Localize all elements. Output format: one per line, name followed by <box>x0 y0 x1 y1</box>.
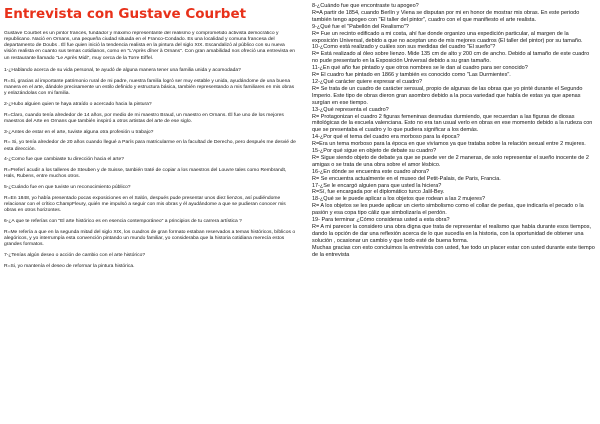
answer-3: R= Si, yo tenía alrededor de 20 años cuando llegué a París para matricularme en la facultad de Derecho, pero después me desvié de esta dirección. <box>4 140 296 152</box>
question-8: 8-¿Cuándo fue que encontraste tu apogeo? <box>312 3 419 9</box>
question-17: 17-¿Se le encargó alguien para que usted la hiciera? <box>312 182 442 189</box>
answer-15: R= Sigue siendo objeto de debate ya que se puede ver de 2 maneras, de solo representar el sueño inocente de 2 amigas o se trata de una obra sobre el amor lésbico. <box>312 154 589 168</box>
question-2: 2-¿Hubo alguien quien te haya atraído o acercado hacia la pintura? <box>4 101 152 107</box>
question-12: 12-¿Qué carácter quiere expresar el cuadro? <box>312 78 423 85</box>
question-18: 18-¿Qué se le puede aplicar a los objetos que rodean a las 2 mujeres? <box>312 196 486 203</box>
answer-1: R=Si, gracias al importante patrimonio rural de mi padre, nuestra familia logró ser muy estable y unida, ayudándome de una buena manera en el arte, dándole precisamente un estilo definido y estructura básica, también representando a mis familiares en mis obras y enlazándolas con mi familia. <box>4 78 295 96</box>
answer-7: R=Si, yo mantenía el deseo de reformar la pintura histórica. <box>4 264 135 270</box>
answer-11: R= El cuadro fue pintado en 1866 y también es conocido como "Las Durmientes". <box>312 72 511 79</box>
answer-14: R=Era un tema morboso para la época en que vivíamos ya que trataba sobre la relación sexual entre 2 mujeres. <box>312 141 586 148</box>
question-15: 15-¿Por qué sigue en objeto de debate su cuadro? <box>312 148 437 155</box>
answer-9: R= Fue un recinto edificado a mi costa, ahí fue donde organizo una expedición particular, al margen de la exposición Universal, debido a que no aceptan uno de mis mejores cuadros (El taller del pintor) por su tamaño. <box>312 30 583 44</box>
answer-16: R= Se encuentra actualmente en el museo del Petit-Palais, de Paris, Francia. <box>312 175 501 182</box>
answer-8: R=A partir de 1854, cuando Berlín y Viena se disputan por mi en honor de mostrar mis obras. En este periodo también tengo apogeo con "El taller del pintor", cuadro con el que manifiesto el arte realista. <box>312 9 580 23</box>
question-6: 6-¿A que te referías con "El arte histórico es en esencia contemporáneo" a principios de tu carrera artística ? <box>4 219 242 225</box>
answer-12: R= Se trata de un cuadro de carácter sensual, propio de algunas de las obras que yo pinté durante el Segundo Imperio. Este tipo de obras dieron gran asombro debido a la poca variedad que había de estas ya que apenas surgían en ese tiempo. <box>312 85 583 106</box>
question-11: 11-¿En qué año fue pintado y que otros nombres se le dan al cuadro para ser conocido? <box>312 65 528 72</box>
question-5: 5-¿Cuándo fue en que tuviste un reconocimiento público? <box>4 185 131 191</box>
question-4: 4-¿Como fue que cambiaste tu dirección hacia el arte? <box>4 157 124 163</box>
question-1: 1-¿Hablando acerca de su vida personal, te ayudó de alguna manera tener una familia unida y acomodada? <box>4 67 241 73</box>
right-column <box>312 3 596 422</box>
answer-17: R=Sí, fue encargada por el diplomático turco Jalil-Bey. <box>312 189 445 196</box>
question-16: 16-¿En dónde se encuentra este cuadro ahora? <box>312 168 430 175</box>
answer-19: R= A mi parecer la considero una obra digna que trata de representar el realismo que había durante esos tiempos, dando la opción de dar una reflexión acerca de lo que sucedía en la historia, con la oportunidad de obtener una solución , ocasionar un cambio y que todo esté de buena forma. <box>312 224 591 244</box>
question-14: 14-¿Por qué el tema del cuadro era morboso para la época? <box>312 134 460 141</box>
question-19: 19- Para terminar ¿Cómo consideras usted a esta obra? <box>312 217 450 224</box>
question-9: 9-¿Qué fue el "Pabellón del Realismo"? <box>312 23 409 30</box>
question-10: 10-¿Como está realizado y cuáles son sus medidas del cuadro "El sueño"? <box>312 44 496 51</box>
answer-13: R= Protagonizan el cuadro 2 figuras femeninas desnudas durmiendo, que recuerdan a las figuras de diosas mitológicas de la escuela valenciana. Esto no era tan usual verlo en obras en ese momento debido a la rudeza con que se presentaba el cuadro y lo que pudiera significar a los demás. <box>312 113 593 134</box>
question-3: 3-¿Antes de estar en el arte, tuviste alguna otra profesión u trabajo? <box>4 129 154 135</box>
answer-10: R= Está realizado al óleo sobre lienzo. Mide 135 cm de alto y 200 cm de ancho. Debido al tamaño de este cuadro no pude presentarlo en la Exposición Universal debido a su gran tamaño. <box>312 51 590 65</box>
intro-paragraph: Gustave Courbet es un pintor francés, fundador y máximo representante del realismo y comprometido activista democrático y republicano. Nació en Ornans, una pequeña ciudad situada en el Franco-Condado. Es una localidad y comuna francesa del departamento de Doubs . Él fue quien inició la tendencia realista en la pintura del siglo XIX. Escandalizó al público con su nueva visión realista en cuanto sus temas cotidianos, como en "L'Après dîner à Ornans". Con gran amabilidad nos ofreció una entrevista en un restaurante llamado "Le Après Midi", muy cerca de la Torre Eiffel. <box>4 31 295 61</box>
answer-18: R= A los objetos se les puede aplicar un cierto simbolismo como el collar de perlas, que indicaría el pecado o la pasión y esa copa tipo cáliz que simbolizaría el perdón. <box>312 203 584 217</box>
closing-paragraph: Muchas gracias con esto concluimos la entrevista con usted, fue todo un placer estar con usted durante este tiempo de la entrevista <box>312 244 595 258</box>
question-13: 13-¿Qué representa el cuadro? <box>312 106 389 113</box>
question-7: 7-¿Tenías algún deseo o acción de cambio con el arte histórico? <box>4 253 146 259</box>
answer-6: R=Me refería a que en la segunda mitad del siglo XIX, los cuadros de gran formato estaban reservados a temas históricos, bíblicos o alegóricos, y yo interrumpía esta convención pintando un mundo familiar, yo consideraba que la historia cotidiana merecía estos grandes formatos. <box>4 230 296 248</box>
answer-5: R=En 1848, yo había presentado pocas exposiciones en el Salón, después pude presentar unos diez lienzos, así pudiéndome relacionar con el crítico ChampFleury, quién me impulsó a seguir con mis obras y él ayudándome a que se pudieran conocer mis obras en otros horizontes. <box>4 196 286 214</box>
answer-4: R=Preferí acudir a los talleres de Steuben y de Suisse, también traté de copiar a los maestros del Louvre tales como Rembrandt, Hals, Rubens, entre muchos otros. <box>4 168 287 180</box>
page-title: Entrevista con Gustave Courbet <box>4 6 247 22</box>
left-column <box>4 31 296 421</box>
answer-2: R=Claro, cuando tenía alrededor de 14 años, por medio de mi maestro Braud, un maestro en Ornans. Él fue uno de los mejores maestros del Arte en Ornans que también inspiró a otros artistas del arte de ese siglo. <box>4 112 284 124</box>
